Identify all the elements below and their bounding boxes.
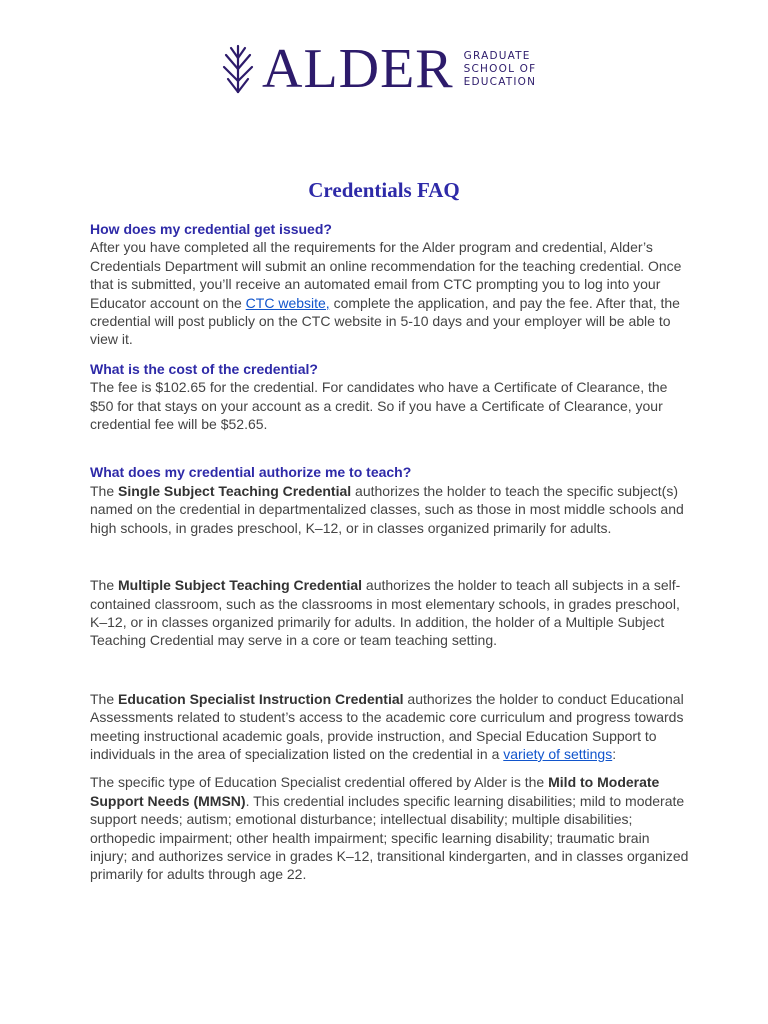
variety-of-settings-link[interactable]: variety of settings — [503, 745, 613, 762]
answer-text: : — [612, 745, 617, 762]
credential-name: Single Subject Teaching Credential — [118, 482, 352, 499]
logo-wordmark: ALDER — [262, 38, 454, 100]
mmsn-paragraph — [90, 773, 690, 883]
ctc-website-link[interactable]: CTC website, — [245, 294, 330, 311]
answer-text: authorizes the holder to teach all subjects in a self-contained classroom, such as the classrooms in most elementary schools, in grades preschool, K–12, or in classes organized primarily for adults. In addition, the holder of a Multiple Subject Teaching Credential may serve in a core or team teaching setting. — [90, 577, 681, 649]
logo-tagline — [464, 50, 537, 89]
faq-question: What is the cost of the credential? — [90, 360, 318, 377]
faq-answer — [90, 238, 690, 348]
answer-text: . This credential includes specific learning disabilities; mild to moderate support needs; autism; emotional disturbance; intellectual disability; multiple disabilities; orthopedic impairment; other health impairment; specific learning disability; traumatic brain injury; and authorizes service in grades K–12, transitional kindergarten, and in classes organized primarily for adults through age 22. — [90, 792, 689, 883]
single-subject-paragraph — [90, 482, 690, 537]
faq-answer: The fee is $102.65 for the credential. For candidates who have a Certificate of Clearance, the $50 for that stays on your account as a credit. So if you have a Certificate of Clearance, your credential fee will be $52.65. — [90, 379, 668, 433]
page-title: Credentials FAQ — [308, 178, 460, 203]
answer-text: The — [90, 577, 119, 594]
multiple-subject-paragraph — [90, 576, 690, 650]
faq-question: How does my credential get issued? — [90, 221, 332, 237]
tagline-line: GRADUATE — [463, 49, 531, 62]
faq-content — [90, 220, 690, 884]
alder-leaf-icon — [220, 43, 256, 95]
answer-text: The — [90, 482, 119, 499]
education-specialist-paragraph — [90, 690, 690, 764]
credential-name: Education Specialist Instruction Credential — [118, 690, 404, 707]
faq-question: What does my credential authorize me to teach? — [90, 464, 412, 481]
answer-text: authorizes the holder to teach the specific subject(s) named on the credential in departmentalized classes, such as those in most middle schools and high schools, in grades preschool, K–12, or in classes organized primarily for adults. — [90, 482, 684, 536]
answer-text: The specific type of Education Specialist credential offered by Alder is the — [90, 774, 549, 791]
tagline-line: EDUCATION — [463, 75, 537, 88]
answer-text: complete the application, and pay the fee. After that, the credential will post publicly on the CTC website in 5-10 days and your employer will be able to view it. — [90, 294, 680, 348]
answer-text: The — [90, 690, 119, 707]
tagline-line: SCHOOL OF — [463, 62, 537, 75]
answer-text: After you have completed all the requirements for the Alder program and credential, Alder’s Credentials Department will submit an online recommendation for the teaching credential. Once that is submitted, you’ll receive an automated email from CTC prompting you to log into your Educator account on the — [90, 239, 682, 311]
credential-name: Multiple Subject Teaching Credential — [118, 577, 363, 594]
answer-text: authorizes the holder to conduct Educational Assessments related to student’s access to the academic core curriculum and progress towards meeting instructional academic goals, provide instruction, and Special Education Support to individuals in the area of specialization listed on the credential in a — [90, 690, 684, 762]
credential-name: Mild to Moderate Support Needs (MMSN) — [90, 774, 660, 809]
alder-logo — [220, 38, 537, 100]
